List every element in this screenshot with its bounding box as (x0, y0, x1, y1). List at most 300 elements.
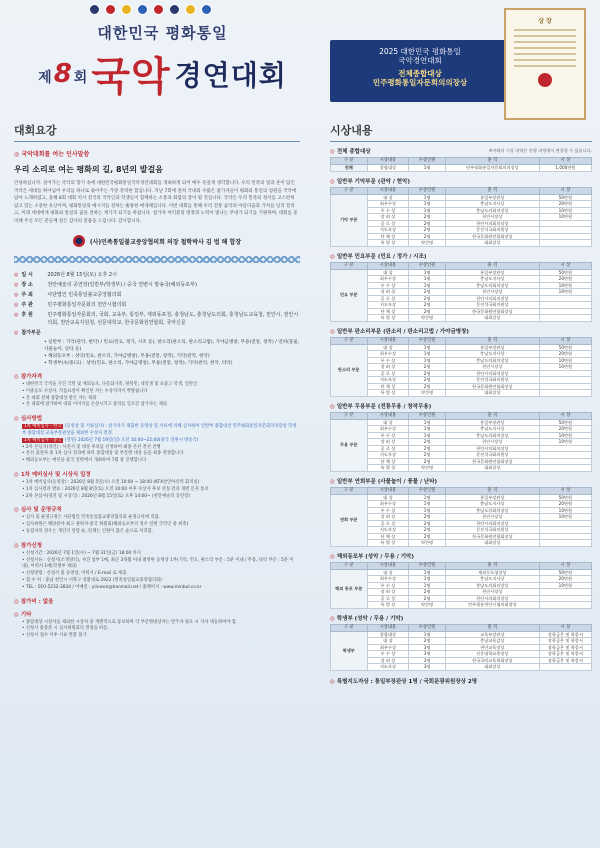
award-category-title: ◎ 일반부 무용부문 (전통무용 / 창작무용) (330, 403, 432, 410)
table-cell: 2명 (409, 383, 446, 390)
table-header: 구 분 (331, 412, 368, 419)
table-cell: 3명 (409, 664, 446, 671)
division-cell: 판소리 부문 (331, 344, 368, 396)
table-header: 시상내용 (367, 337, 409, 344)
table-cell: 충남도지사상 (445, 576, 539, 583)
table-header: 훈 격 (445, 487, 539, 494)
qual-list (22, 382, 300, 409)
list-item: • 심사위원은 해당분야 최고 권위자·중국 위원회(해외동포부의 경우 연변 국악인 중 위촉) (22, 522, 189, 528)
table-cell: 20만원 (539, 426, 591, 433)
table-row (331, 390, 592, 397)
table-cell: 천안교육장상 (445, 644, 539, 651)
decor-dot (121, 4, 132, 15)
table-cell: 20만원 (539, 501, 591, 508)
taegeuk-icon (73, 235, 85, 247)
table-header: 시상내용 (367, 158, 409, 165)
division-cell: 민요 부문 (331, 269, 368, 321)
table-cell: 통일부장관상 (445, 494, 539, 501)
table-cell: 2명 (409, 364, 446, 371)
table-header: 시 상 (539, 624, 591, 631)
table-cell: 한국문화원연합회장상 (445, 383, 539, 390)
table-cell (539, 465, 591, 472)
table-header: 훈 격 (445, 262, 539, 269)
award-category-title: ◎ 해외동포부 (성악 / 무용 / 기악) (330, 553, 414, 560)
table-cell: 50만원 (539, 269, 591, 276)
table-cell: 최우수상 (367, 576, 409, 583)
table-cell: 종합대상 (367, 165, 409, 172)
table-cell: 1명 (409, 576, 446, 583)
table-cell: 통일부장관상 (445, 419, 539, 426)
division-cell: 연희 부문 (331, 494, 368, 546)
table-cell: 1명 (409, 269, 446, 276)
table-header: 수상인원 (409, 337, 446, 344)
award-category (330, 614, 592, 671)
info-value: 2026년 8월 15일(토) 오후 2시 (47, 272, 117, 278)
table-cell: 1명 (409, 282, 446, 289)
table-cell: 2명 (409, 227, 446, 234)
table-cell: 충남도의회의장상 (445, 357, 539, 364)
exam-heading: ◎ 심사방법 (14, 416, 43, 423)
info-row: ◎ 주 최 사단법인 민족통일불교중앙협의회 (14, 291, 300, 299)
list-item: • 해외동포부 : 성악(민요, 판소리, 가야금병창), 무용(전통, 창작), 기악(관악, 현악) (44, 354, 210, 359)
table-header: 시상내용 (367, 624, 409, 631)
table-cell: 한국문화원연합회장상 (445, 308, 539, 315)
table-cell: 장 려 상 (367, 289, 409, 296)
table-cell: 2명 (409, 445, 446, 452)
table-cell: 천안시의회의장상 (445, 595, 539, 602)
table-cell: 공 로 상 (367, 220, 409, 227)
award-table (330, 262, 592, 322)
list-item: • 심사 및 운영규정은 사단법인 민족통일불교중앙협의회 운영규칙에 의함. (22, 515, 160, 521)
decor-dot (89, 4, 100, 15)
table-cell: 2명 (409, 520, 446, 527)
table-cell: 10만원 (539, 357, 591, 364)
table-cell: 천안시의회의장상 (445, 520, 539, 527)
table-row (331, 664, 592, 671)
table-cell: 10만원 (539, 439, 591, 446)
table-header: 훈 격 (445, 187, 539, 194)
table-cell: 단 체 상 (367, 233, 409, 240)
table-cell: 장 려 상 (367, 439, 409, 446)
awards-title: 시상내용 (330, 122, 592, 142)
table-header: 훈 격 (445, 337, 539, 344)
table-cell: 장 려 상 (367, 589, 409, 596)
table-cell: 장학금은 및 학종서 (539, 644, 591, 651)
award-category-title: ◎ 일반부 연희부문 (사물놀이 / 풍물 / 난타) (330, 478, 438, 485)
table-cell: 약간명 (409, 390, 446, 397)
list-item: • 신청서류 : 신청서(소정양식), 사진 첨부 1매, 최근 3개월 이내 촬영한 동영상 1부(기악, 민요, 판소리 부문 : 5분 이내 / 무용, 타악 부문 : 5분 이내), 이력서 1매(학생부 제외) (22, 557, 294, 570)
table-cell: 천안시장상 (445, 214, 539, 221)
table-cell: 천안시장상 (445, 589, 539, 596)
greeting-subtitle: 우리 소리로 여는 평화의 길, 8년의 발걸음 (14, 165, 163, 174)
table-cell: 충남도의회의장상 (445, 432, 539, 439)
awards-column (330, 96, 592, 685)
table-header: 시 상 (539, 412, 591, 419)
table-cell: 대회장상 (445, 540, 539, 547)
field-list (44, 339, 300, 367)
table-cell: 1명 (409, 494, 446, 501)
table-cell: 통일부장관상 (445, 269, 539, 276)
apply-list (22, 551, 300, 592)
table-cell: 장 려 상 (367, 364, 409, 371)
edition-label: 제8 회 (38, 58, 88, 89)
table-header: 수상인원 (409, 187, 446, 194)
table-header: 수상인원 (409, 487, 446, 494)
table-cell (539, 390, 591, 397)
table-cell: 단 체 상 (367, 458, 409, 465)
table-cell: 10만원 (539, 432, 591, 439)
table-header: 시 상 (539, 487, 591, 494)
table-cell: 대회장상 (445, 240, 539, 247)
table-cell: 10만원 (539, 289, 591, 296)
table-header: 구 분 (331, 187, 368, 194)
award-category (330, 402, 592, 472)
table-cell: 약간명 (409, 540, 446, 547)
table-cell: 충남도의회의장상 (445, 507, 539, 514)
table-cell: 문진석국회의원상 (445, 527, 539, 534)
table-cell (539, 602, 591, 609)
list-item: • 본 대회 전체 종합대상 받은 자는 제외 (22, 395, 97, 401)
table-cell: 장학금은 및 학종서 (539, 638, 591, 645)
table-cell: 10만원 (539, 207, 591, 214)
list-item: • 신청기간 : 2026년 7월 1일(수) ~ 7월 31일(금) 18:00 까지 (22, 550, 141, 556)
table-cell: 교육부장관상 (445, 631, 539, 638)
table-cell: 공 로 상 (367, 520, 409, 527)
table-cell: 대 상 (367, 269, 409, 276)
award-banner-line1: 2025 대한민국 평화통일 (379, 47, 461, 56)
award-table (330, 562, 592, 609)
list-item: • 2차 본심사(경연) : 사전서 및 대상 후보를 선정하여 최종 본선 결선 진행 (22, 444, 161, 450)
table-cell: 2명 (409, 220, 446, 227)
table-header: 시상내용 (367, 187, 409, 194)
table-header: 시상내용 (367, 412, 409, 419)
table-cell: 천안시장상 (445, 439, 539, 446)
table-cell: 1명 (409, 165, 446, 172)
list-item: • 학생부(초/중/고) : 성악(민요, 판소리, 가야금병창), 무용(전통, 창작), 기악(관악, 현악, 타악) (44, 361, 233, 366)
list-item: • 2차 본심사(경연 및 시상식) : 2026년 8월 15일(토) 오후 14:00~ (천안예술의 공연장) (22, 493, 190, 499)
table-cell: 지도자상 (367, 302, 409, 309)
certificate-stamp-icon (538, 73, 552, 87)
table-cell: 약간명 (409, 602, 446, 609)
table-cell: 1명 (409, 631, 446, 638)
table-cell: 최우수상 (367, 351, 409, 358)
table-cell: 3명 (409, 657, 446, 664)
table-cell: 대 상 (367, 638, 409, 645)
table-cell: 1,000만원 (539, 165, 591, 172)
title-contest: 경연대회 (174, 58, 287, 92)
table-cell: 특 별 상 (367, 240, 409, 247)
table-cell: 10만원 (539, 364, 591, 371)
list-item: • 이중응모 수상자, 작품표절이 확인된 자는 수상자격이 박탈됩니다 (22, 388, 148, 394)
table-header: 수상인원 (409, 158, 446, 165)
table-cell: 대 상 (367, 494, 409, 501)
table-cell: 충남도의회의장상 (445, 582, 539, 589)
table-cell: 20만원 (539, 276, 591, 283)
etc-list (22, 620, 300, 640)
table-cell: 문진석국회의원상 (445, 452, 539, 459)
info-value: 민주평화통일자문회의 천안시협의회 (47, 302, 127, 308)
decor-dot (137, 4, 148, 15)
table-cell: 천안시장상 (445, 364, 539, 371)
table-cell: 단 체 상 (367, 383, 409, 390)
judge-list (22, 515, 300, 535)
award-table (330, 187, 592, 247)
table-cell: 1명 (409, 276, 446, 283)
table-header: 시상내용 (367, 262, 409, 269)
table-cell: 천안시의회의장상 (445, 370, 539, 377)
table-cell: 약간명 (409, 240, 446, 247)
table-cell: 3명 (409, 651, 446, 658)
table-cell: 2명 (409, 295, 446, 302)
table-cell: 천안시장상 (445, 289, 539, 296)
overview-column (14, 96, 300, 640)
list-item: • 일반부 : 기악(관악, 현악) / 민요(민요, 정가, 시조 등), 판소리(판소리, 판소리고법), 가야금병창, 무용(전통, 창작) / 연희(풍물, 사물놀이, 난타 등) (44, 340, 300, 352)
table-cell: 장 려 상 (367, 657, 409, 664)
table-cell: 문진석국회의원상 (445, 302, 539, 309)
overview-title: 대회요강 (14, 122, 300, 142)
info-row: ◎ 일 시 2026년 8월 15일(토) 오후 2시 (14, 271, 300, 279)
info-row: ◎ 후 원 민주평화통일자문회의, 국회, 교육부, 통일부, 재외동포청, 충청남도, 충청남도의회, 충청남도교육청, 천안시, 천안시의회, 천안교육지원청, 선문대학교, 한국문화원연합회, 국악신문 (14, 312, 299, 326)
table-cell: 50만원 (539, 419, 591, 426)
judge-heading: ◎ 심사 및 운영규칙 (14, 507, 62, 514)
table-cell: 10만원 (539, 582, 591, 589)
table-cell: 2명 (409, 233, 446, 240)
table-cell: 50만원 (539, 569, 591, 576)
award-table (330, 337, 592, 397)
table-cell: 2명 (409, 638, 446, 645)
info-value: 천안예술의 공연장(일반부/학생부) / 중국 연변시 방송국(해외동포부) (47, 282, 197, 288)
table-row (331, 315, 592, 322)
table-cell: 2명 (409, 377, 446, 384)
event-title-block (20, 22, 305, 102)
division-cell: 무용 부문 (331, 419, 368, 471)
award-category (330, 252, 592, 322)
table-row (331, 540, 592, 547)
list-item: • TEL : 010-5232-3834 / 이메일 : yiinwon@hanmail.net / 홈페이지 : www.minbul.co.kr (22, 584, 202, 590)
list-item: • 신청방법 : 신청서 및 동영상, 이력서 / E-mail 로 제출 (22, 571, 127, 577)
table-cell: 장학금은 및 학종서 (539, 631, 591, 638)
table-cell: 2명 (409, 514, 446, 521)
award-table (330, 412, 592, 472)
table-cell: 천안시의회의장상 (445, 445, 539, 452)
table-cell: 충남도지사상 (445, 501, 539, 508)
decor-dot (105, 4, 116, 15)
award-category-title: ◎ 학생부 (성악 / 무용 / 기악) (330, 615, 404, 622)
table-cell: 50만원 (539, 344, 591, 351)
table-cell: 천안시의회의장상 (445, 295, 539, 302)
table-header: 수상인원 (409, 624, 446, 631)
table-cell: 장 려 상 (367, 514, 409, 521)
table-cell: 2명 (409, 308, 446, 315)
decor-dot (185, 4, 196, 15)
table-cell: 우 수 상 (367, 651, 409, 658)
table-header: 구 분 (331, 624, 368, 631)
table-cell (539, 540, 591, 547)
division-cell: 전체 (331, 165, 368, 172)
exam-1-tag: 1차 예비심사 - 한국 (24, 424, 62, 430)
table-cell: 2명 (409, 527, 446, 534)
table-cell: 약간명 (409, 465, 446, 472)
award-table (330, 624, 592, 671)
list-item: • 종합대상 시상자를 제외한 시상자 중 개별적으로 통보하며 각 부문별대상자는 반주자 필요 시 지자 대동하여야 함. (22, 619, 238, 625)
table-cell: 최우수상 (367, 426, 409, 433)
info-row: ◎ 주 관 민주평화통일자문회의 천안시협의회 (14, 301, 300, 309)
table-cell: 20만원 (539, 576, 591, 583)
title-gugak: 국악 (91, 54, 171, 100)
award-banner (330, 40, 510, 102)
table-cell: 10만원 (539, 514, 591, 521)
award-table (330, 487, 592, 547)
table-header: 시 상 (539, 158, 591, 165)
table-cell: 특 별 상 (367, 465, 409, 472)
table-cell: 문진석국회의원상 (445, 377, 539, 384)
award-category-title: ◎ 일반부 판소리부문 (판소리 / 판소리고법 / 가야금병창) (330, 328, 469, 335)
decorative-dots (0, 4, 300, 15)
table-header: 수상인원 (409, 412, 446, 419)
exam-list (22, 424, 300, 465)
exam-2-tag: 1차 예비심사 - 중국 (24, 437, 62, 443)
table-cell: 충남도지사상 (445, 276, 539, 283)
table-cell: 1명 (409, 194, 446, 201)
table-cell (539, 240, 591, 247)
award-banner-line2: 국악경연대회 (398, 56, 442, 65)
schedule-list (22, 480, 300, 500)
table-cell: 50만원 (539, 194, 591, 201)
list-item: • 1차 심사결과 발표 : 2026년 8월 8일(토) 오전 10:00 이후 수상자 후보 선정 결과 개별 문자 통보 (22, 486, 209, 492)
table-cell: 선문대학교총장상 (445, 651, 539, 658)
table-header: 시 상 (539, 262, 591, 269)
table-header: 시 상 (539, 337, 591, 344)
info-key: 주 최 (21, 292, 33, 298)
table-cell (539, 315, 591, 322)
table-row (331, 240, 592, 247)
table-cell: 우 수 상 (367, 357, 409, 364)
table-cell: 공 로 상 (367, 445, 409, 452)
table-cell: 지도자상 (367, 527, 409, 534)
table-cell: 천안시장상 (445, 514, 539, 521)
info-value: 민주평화통일자문회의, 국회, 교육부, 통일부, 재외동포청, 충청남도, 충청남도의회, 충청남도교육청, 천안시, 천안시의회, 천안교육지원청, 선문대학교, 한국문화원연합회, 국악신문 (47, 312, 299, 326)
table-header: 구 분 (331, 337, 368, 344)
table-cell: 민주평화통일자문회의의장상 (445, 165, 539, 172)
fee-heading: ◎ 참가비 : 없음 (14, 598, 54, 605)
division-cell: 학생부 (331, 631, 368, 670)
list-item: • 접 수 처 : 충남 천안시 서북구 성환대로 2922 (민족통일불교중앙협의회) (22, 577, 162, 583)
table-cell: 통일부장관상 (445, 344, 539, 351)
table-cell: 1명 (409, 351, 446, 358)
table-cell: 우 수 상 (367, 582, 409, 589)
table-cell: 충남교육감상 (445, 638, 539, 645)
table-cell: 2명 (409, 214, 446, 221)
schedule-heading: ◎ 1차 예비심사 및 시상식 일정 (14, 471, 91, 478)
table-cell: 통일부장관상 (445, 194, 539, 201)
table-cell: 특 별 상 (367, 540, 409, 547)
list-item: • 대한민국 국적을 가진 국민 및 재외동포, 다문화가족, 탈북민, 대학생 및 초중고 학생, 일반인 (22, 382, 198, 387)
signature: (사)민족통일불교중앙협의회 의장 철학박사 김 법 해 합장 (14, 235, 300, 247)
table-header: 시 상 (539, 562, 591, 569)
table-cell: 1명 (409, 357, 446, 364)
table-header: 수상인원 (409, 562, 446, 569)
table-cell: 특 별 상 (367, 602, 409, 609)
table-cell: 장학금은 및 학종서 (539, 651, 591, 658)
table-cell: 최우수상 (367, 276, 409, 283)
table-cell: 2명 (409, 452, 446, 459)
table-cell: 한국문화원연합회장상 (445, 533, 539, 540)
award-table (330, 157, 592, 172)
table-cell: 특 별 상 (367, 315, 409, 322)
table-cell: 1명 (409, 419, 446, 426)
table-header: 구 분 (331, 487, 368, 494)
table-cell: 1명 (409, 582, 446, 589)
table-cell: 우 수 상 (367, 282, 409, 289)
awards-note: ※아래의 시상 내역은 진행 과정에서 변경될 수 있습니다. (488, 148, 592, 153)
table-cell: 충남도지사상 (445, 201, 539, 208)
table-cell: 3명 (409, 644, 446, 651)
table-cell: 지도자상 (367, 377, 409, 384)
table-cell: 우 수 상 (367, 207, 409, 214)
info-value: 사단법인 민족통일불교중앙협의회 (47, 292, 122, 298)
table-cell: 2명 (409, 458, 446, 465)
table-cell: 대회장상 (445, 315, 539, 322)
table-cell: 10만원 (539, 507, 591, 514)
field-row: ◎ 참가부문 (14, 330, 41, 336)
table-cell: 1명 (409, 569, 446, 576)
division-cell: 기악 부문 (331, 194, 368, 246)
table-cell: 대 상 (367, 344, 409, 351)
table-cell: 50만원 (539, 494, 591, 501)
table-cell: 재외동포청장상 (445, 569, 539, 576)
table-cell: 대회장상 (445, 664, 539, 671)
table-cell: 우 수 상 (367, 507, 409, 514)
list-item: • 신청서 접수 이후 서류 반환 불가 (22, 633, 87, 639)
table-cell: 충남도지사상 (445, 351, 539, 358)
table-cell: 2명 (409, 289, 446, 296)
table-cell: 장학금은 및 학종서 (539, 657, 591, 664)
decor-dot (153, 4, 164, 15)
table-cell: 최우수상 (367, 201, 409, 208)
info-key: 장 소 (21, 282, 33, 288)
table-header: 시 상 (539, 187, 591, 194)
list-item: • 해외동포부는 예선을 중국 연변에서 개최하여 7월 중 진행합니다 (22, 458, 147, 464)
table-cell: 최우수상 (367, 501, 409, 508)
table-cell: 한국문화원연합회장상 (445, 233, 539, 240)
table-cell: 단 체 상 (367, 533, 409, 540)
greeting-heading: ◎ 국악대회를 여는 인사말씀 (14, 151, 90, 158)
table-cell: 문진석국회의원상 (445, 227, 539, 234)
list-item: • 1차 예비심사(동영상) : 2026년 8월 5일(수) 오전 10:00 ~ 18:00 (KTX천안아산역 회의실) (22, 479, 200, 485)
table-cell: 공 로 상 (367, 295, 409, 302)
award-category-title: ◎ 일반부 기악부문 (관악 / 현악) (330, 178, 410, 185)
table-cell: 1명 (409, 344, 446, 351)
table-cell: 대 상 (367, 569, 409, 576)
table-cell: 한국국악교육학회장상 (445, 657, 539, 664)
table-cell: 1명 (409, 432, 446, 439)
award-category (330, 327, 592, 397)
table-cell: 충남도지사상 (445, 426, 539, 433)
table-cell: 1명 (409, 426, 446, 433)
table-row (331, 602, 592, 609)
table-row (331, 165, 592, 172)
table-cell: 2명 (409, 302, 446, 309)
table-cell: 천안시의회의장상 (445, 220, 539, 227)
award-banner-line4: 민주평화통일자문회의의장상 (372, 78, 468, 87)
award-category (330, 177, 592, 247)
table-header: 수상인원 (409, 262, 446, 269)
certificate-title: 상 장 (538, 18, 552, 25)
award-banner-line3: 전체종합대상 (398, 69, 442, 78)
list-item: • 본 대회에 참가하여 대회 이미지를 손상시키고 물의를 일으킨 참가자는 제외 (22, 402, 167, 408)
table-header: 구 분 (331, 562, 368, 569)
table-header: 훈 격 (445, 562, 539, 569)
